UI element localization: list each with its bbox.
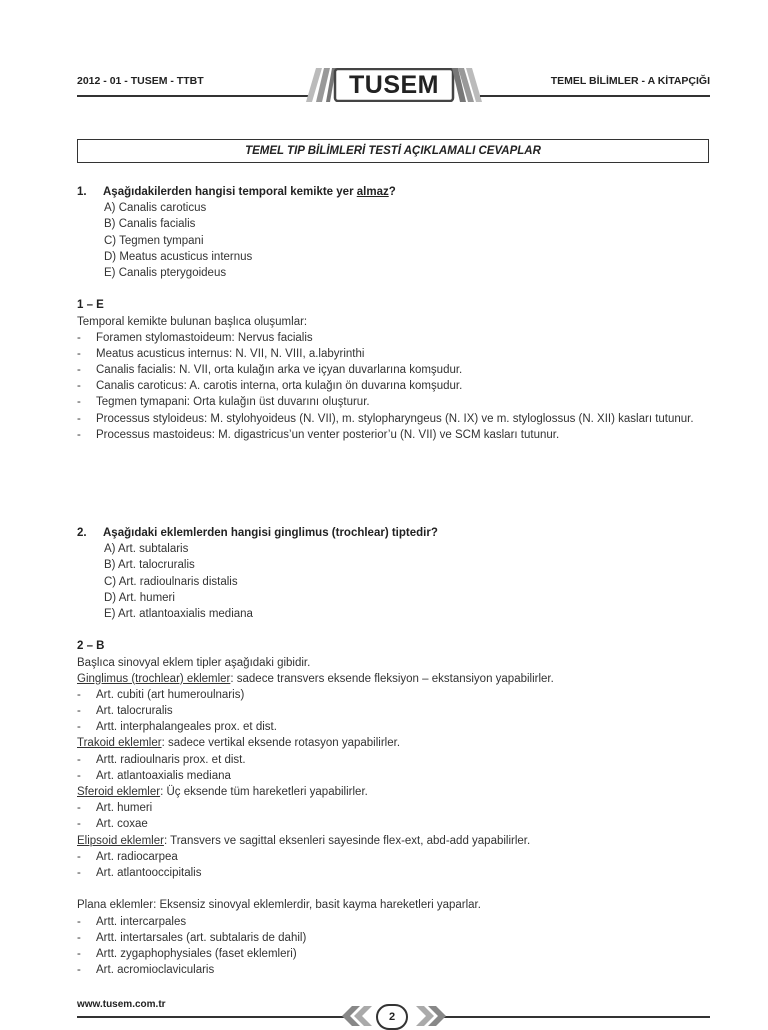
group-ginglimus-heading: Ginglimus (trochlear) eklemler: sadece transvers eksende fleksiyon – ekstansiyon yapabilirler. bbox=[77, 672, 554, 685]
question-1-end: ? bbox=[388, 186, 396, 198]
q1-option-c: C) Tegmen tympani bbox=[104, 234, 204, 247]
footer-rule-right bbox=[444, 1016, 710, 1018]
q2-option-b: B) Art. talocruralis bbox=[104, 559, 195, 572]
answer-1-item: - Canalis caroticus: A. carotis interna, orta kulağın ön duvarına komşudur. bbox=[77, 380, 463, 393]
answer-1-intro: Temporal kemikte bulunan başlıca oluşumlar: bbox=[77, 315, 308, 328]
group-item: - Artt. zygaphophysiales (faset eklemleri) bbox=[77, 947, 297, 960]
q1-option-a: A) Canalis caroticus bbox=[104, 202, 207, 215]
group-item: - Art. talocruralis bbox=[77, 705, 173, 718]
header-rule-left bbox=[77, 95, 309, 97]
q1-option-d: D) Meatus acusticus internus bbox=[104, 250, 253, 263]
group-item: - Art. atlantoaxialis mediana bbox=[77, 769, 231, 782]
q2-option-a: A) Art. subtalaris bbox=[104, 543, 189, 556]
answer-1-item: - Tegmen tymapani: Orta kulağın üst duvarını oluşturur. bbox=[77, 396, 370, 409]
tusem-logo: TUSEM bbox=[349, 70, 439, 99]
group-item: - Artt. radioulnaris prox. et dist. bbox=[77, 753, 246, 766]
group-item: - Art. cubiti (art humeroulnaris) bbox=[77, 688, 245, 701]
question-2-number: 2. bbox=[77, 527, 87, 539]
group-trakoid-heading: Trakoid eklemler: sadece vertikal eksende rotasyon yapabilirler. bbox=[77, 737, 401, 750]
question-2 bbox=[77, 525, 717, 541]
question-2-text: Aşağıdaki eklemlerden hangisi ginglimus (trochlear) tiptedir? bbox=[103, 527, 438, 539]
q1-option-b: B) Canalis facialis bbox=[104, 218, 196, 231]
page-number: 2 bbox=[376, 1004, 408, 1030]
group-item: - Art. coxae bbox=[77, 818, 148, 831]
group-elipsoid-heading: Elipsoid eklemler: Transvers ve sagittal eksenleri sayesinde flex-ext, abd-add yapabilirler. bbox=[77, 834, 531, 847]
answer-2-label: 2 – B bbox=[77, 640, 105, 653]
q1-option-e: E) Canalis pterygoideus bbox=[104, 266, 227, 279]
answer-1-item: - Processus mastoideus: M. digastricus’un venter posterior’u (N. VII) ve SCM kasları tutunur. bbox=[77, 428, 560, 441]
group-sferoid-heading: Sferoid eklemler: Üç eksende tüm hareketleri yapabilirler. bbox=[77, 786, 368, 798]
footer-rule-left bbox=[77, 1016, 347, 1018]
question-1-underlined: almaz bbox=[356, 186, 389, 198]
group-item: - Art. humeri bbox=[77, 802, 153, 815]
document-body bbox=[77, 184, 717, 978]
group-item: - Art. acromioclavicularis bbox=[77, 964, 215, 977]
chevron-left-icon bbox=[340, 1006, 376, 1026]
group-item: - Art. radiocarpea bbox=[77, 850, 178, 863]
chevron-right-icon bbox=[412, 1006, 448, 1026]
header-left-text: 2012 - 01 - TUSEM - TTBT bbox=[77, 75, 204, 87]
header-rule-right bbox=[480, 95, 710, 97]
answer-2-intro: Başlıca sinovyal eklem tipler aşağıdaki gibidir. bbox=[77, 656, 311, 669]
group-item: - Artt. intercarpales bbox=[77, 915, 187, 928]
group-item: - Artt. intertarsales (art. subtalaris de dahil) bbox=[77, 931, 307, 944]
group-item: - Art. atlantooccipitalis bbox=[77, 866, 202, 879]
q2-option-e: E) Art. atlantoaxialis mediana bbox=[104, 607, 253, 620]
section-title: TEMEL TIP BİLİMLERİ TESTİ AÇIKLAMALI CEVAPLAR bbox=[77, 139, 709, 163]
question-1-number: 1. bbox=[77, 186, 87, 198]
group-item: - Artt. interphalangeales prox. et dist. bbox=[77, 721, 277, 734]
answer-1-label: 1 – E bbox=[77, 299, 104, 312]
question-1 bbox=[77, 184, 717, 200]
group-plana-heading: Plana eklemler: Eksensiz sinovyal eklemlerdir, basit kayma hareketleri yaparlar. bbox=[77, 899, 481, 912]
answer-1-item: - Processus styloideus: M. stylohyoideus (N. VII), m. stylopharyngeus (N. IX) ve m. styloglossus (N. XII) kasları tutunur. bbox=[77, 412, 694, 425]
question-1-text: Aşağıdakilerden hangisi temporal kemikte yer bbox=[103, 186, 357, 198]
footer-url: www.tusem.com.tr bbox=[77, 999, 166, 1010]
q2-option-d: D) Art. humeri bbox=[104, 591, 175, 604]
header-right-text: TEMEL BİLİMLER - A KİTAPÇIĞI bbox=[550, 75, 710, 87]
answer-1-item: - Meatus acusticus internus: N. VII, N. VIII, a.labyrinthi bbox=[77, 347, 365, 360]
answer-1-item: - Foramen stylomastoideum: Nervus facialis bbox=[77, 331, 313, 344]
answer-1-item: - Canalis facialis: N. VII, orta kulağın arka ve içyan duvarlarına komşudur. bbox=[77, 364, 463, 377]
q2-option-c: C) Art. radioulnaris distalis bbox=[104, 575, 238, 588]
